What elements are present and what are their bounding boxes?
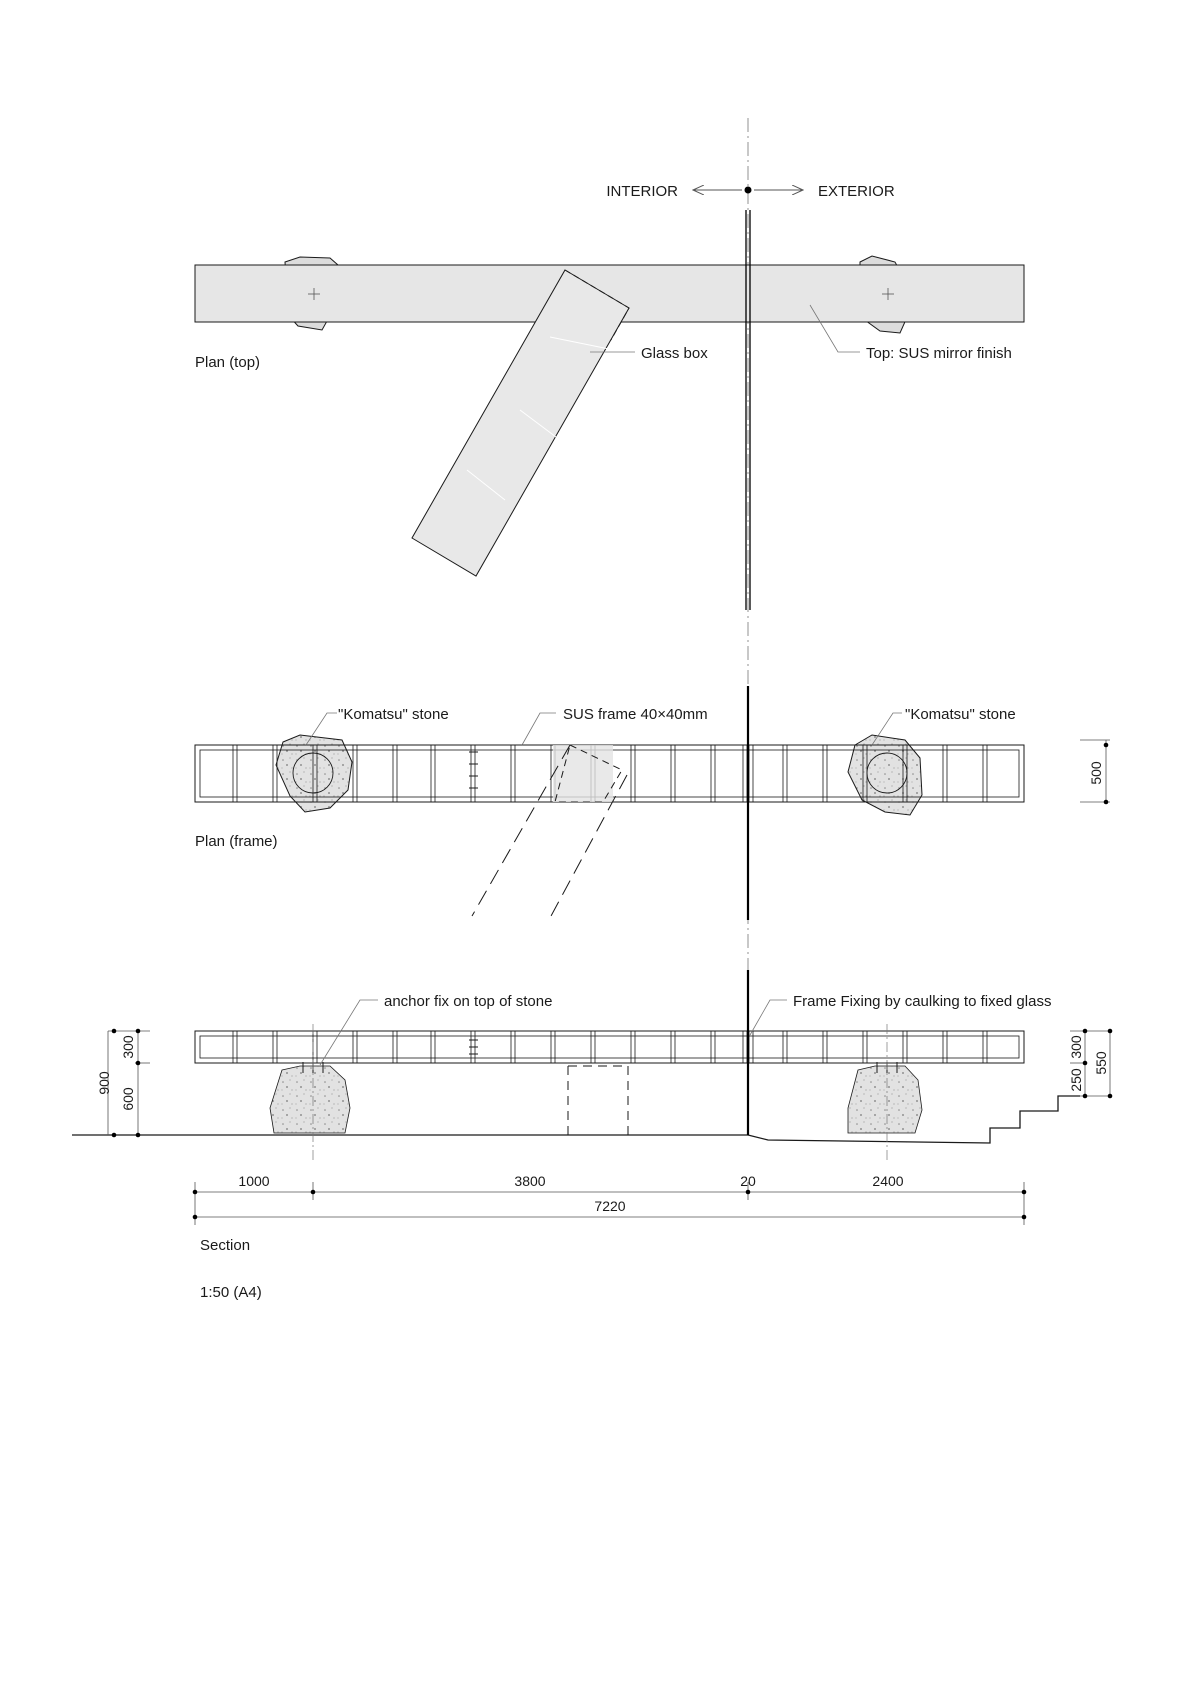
- dim-span-right: 2400: [872, 1173, 904, 1189]
- plan-frame-title: Plan (frame): [195, 833, 278, 850]
- stone-right-frame: [848, 735, 922, 815]
- frame-callout: SUS frame 40×40mm: [563, 706, 708, 723]
- anchor-callout: anchor fix on top of stone: [384, 993, 553, 1010]
- center-dot: [745, 187, 752, 194]
- top-finish-callout: Top: SUS mirror finish: [866, 345, 1012, 362]
- stone-left-callout: "Komatsu" stone: [338, 706, 449, 723]
- interior-label: INTERIOR: [606, 183, 678, 200]
- dim-span-middle: 3800: [514, 1173, 546, 1189]
- plan-frame-view: [195, 686, 1110, 920]
- dim-stone-height: 600: [120, 1087, 136, 1111]
- orientation-indicator: [606, 183, 895, 200]
- frame-fixing-callout: Frame Fixing by caulking to fixed glass: [793, 993, 1052, 1010]
- dim-step-height: 250: [1068, 1068, 1084, 1092]
- dim-total-height: 900: [96, 1071, 112, 1095]
- stone-right-section: [848, 1066, 922, 1133]
- stone-left-frame: [276, 735, 352, 812]
- dim-frame-width: 500: [1088, 761, 1104, 785]
- dim-right-frame-height: 300: [1068, 1035, 1084, 1059]
- dim-span-total: 7220: [594, 1198, 626, 1214]
- scale-note: 1:50 (A4): [200, 1284, 262, 1301]
- dim-frame-height: 300: [120, 1035, 136, 1059]
- plan-top-view: [195, 210, 1024, 610]
- section-title: Section: [200, 1237, 251, 1254]
- exterior-label: EXTERIOR: [818, 183, 895, 200]
- section-view: [72, 970, 1112, 1301]
- ground-line: [72, 1096, 1080, 1143]
- frame-width-dimension: [1080, 740, 1110, 804]
- dim-span-glass: 20: [740, 1173, 756, 1189]
- dim-right-total-height: 550: [1093, 1051, 1109, 1075]
- glass-box-callout: Glass box: [641, 345, 708, 362]
- dim-span-left: 1000: [238, 1173, 270, 1189]
- stone-left-section: [270, 1066, 350, 1133]
- plan-top-title: Plan (top): [195, 354, 261, 371]
- stone-right-callout: "Komatsu" stone: [905, 706, 1016, 723]
